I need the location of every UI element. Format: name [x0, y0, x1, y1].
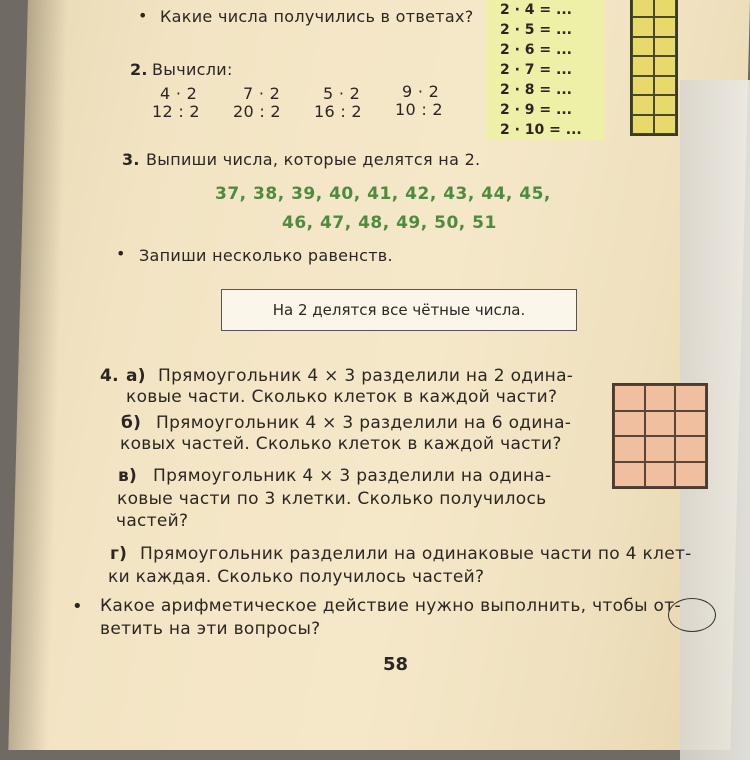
- task3-numbers: 46, 47, 48, 49, 50, 51: [282, 213, 497, 233]
- task4-v-text: частей?: [116, 511, 189, 531]
- mult-line: 2 · 4 = ...: [500, 2, 572, 18]
- bullet-dot: •: [138, 6, 148, 25]
- task2-expr: 4 · 2: [160, 84, 198, 103]
- task3-label: 3.: [122, 150, 140, 169]
- task2-expr: 5 · 2: [323, 84, 361, 103]
- task2-title: Вычисли:: [152, 60, 233, 79]
- page-number: 58: [383, 654, 409, 675]
- task4-v-text: ковые части по 3 клетки. Сколько получилось: [117, 489, 547, 509]
- task2-expr: 20 : 2: [233, 102, 281, 121]
- task3-bullet: Запиши несколько равенств.: [139, 246, 393, 265]
- yellow-grid-figure: [630, 0, 678, 136]
- bullet-dot: •: [116, 244, 126, 263]
- task4-b-text: ковых частей. Сколько клеток в каждой части?: [120, 434, 562, 454]
- task2-expr: 16 : 2: [314, 102, 362, 121]
- task2-expr: 7 · 2: [243, 84, 281, 103]
- mult-line: 2 · 10 = ...: [500, 122, 582, 138]
- task2-label: 2.: [130, 60, 148, 79]
- bullet-dot: •: [72, 596, 83, 617]
- task4-b-text: Прямоугольник 4 × 3 разделили на 6 одина-: [156, 413, 572, 433]
- task2-expr: 12 : 2: [152, 102, 200, 121]
- task4-bullet-text: ветить на эти вопросы?: [100, 619, 321, 639]
- task4-a-label: а): [126, 366, 146, 386]
- task4-a-text: ковые части. Сколько клеток в каждой части?: [126, 387, 558, 407]
- pen-circle-mark: [668, 598, 716, 632]
- top-question: Какие числа получились в ответах?: [160, 7, 474, 26]
- task4-v-text: Прямоугольник 4 × 3 разделили на одина-: [153, 466, 552, 486]
- task3-numbers: 37, 38, 39, 40, 41, 42, 43, 44, 45,: [215, 184, 551, 204]
- task2-expr: 9 · 2: [402, 82, 440, 101]
- mult-line: 2 · 6 = ...: [500, 42, 572, 58]
- rectangle-4x3-figure: [612, 383, 708, 489]
- task4-g-text: Прямоугольник разделили на одинаковые части по 4 клет-: [140, 544, 692, 564]
- page-fold-shadow: [8, 0, 68, 750]
- task4-g-text: ки каждая. Сколько получилось частей?: [108, 567, 485, 587]
- mult-line: 2 · 5 = ...: [500, 22, 572, 38]
- task4-a-text: Прямоугольник 4 × 3 разделили на 2 одина-: [158, 366, 574, 386]
- mult-line: 2 · 8 = ...: [500, 82, 572, 98]
- task3-title: Выпиши числа, которые делятся на 2.: [146, 150, 481, 169]
- task4-bullet-text: Какое арифметическое действие нужно выполнить, чтобы от-: [100, 596, 681, 616]
- task4-b-label: б): [121, 413, 142, 433]
- task4-v-label: в): [118, 466, 138, 486]
- mult-line: 2 · 9 = ...: [500, 102, 572, 118]
- mult-line: 2 · 7 = ...: [500, 62, 572, 78]
- task4-g-label: г): [110, 544, 128, 564]
- task4-label: 4.: [100, 366, 119, 386]
- rule-text: На 2 делятся все чётные числа.: [272, 301, 526, 319]
- task2-expr: 10 : 2: [395, 100, 443, 119]
- rule-box: [221, 289, 577, 331]
